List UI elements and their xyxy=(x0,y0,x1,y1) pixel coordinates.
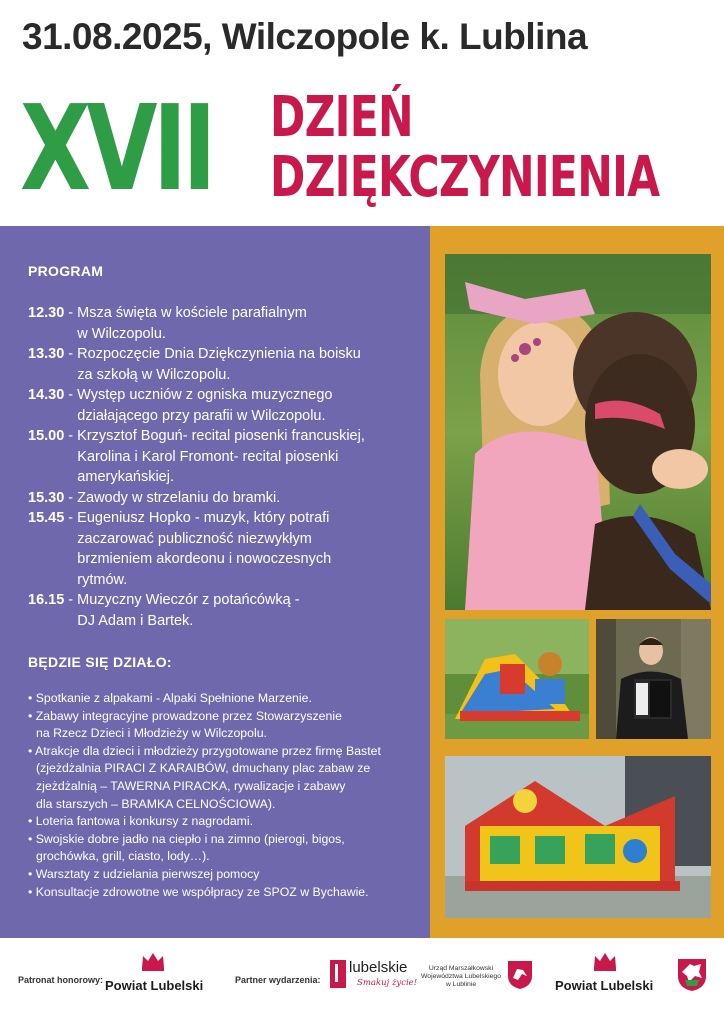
program-description-line: - Muzyczny Wieczór z potańcówką - xyxy=(68,592,300,608)
events-item-line: • Zabawy integracyjne prowadzone przez Stowarzyszenie xyxy=(28,708,342,723)
accordion-player-photo xyxy=(596,619,711,739)
program-item xyxy=(28,488,423,509)
powiat-lubelski-name-2: Powiat Lubelski xyxy=(555,978,654,993)
events-item-line: na Rzecz Dzieci i Młodzieży w Wilczopolu. xyxy=(36,726,267,741)
events-item-line: • Atrakcje dla dzieci i młodzieży przygotowane przez firmę Bastet xyxy=(28,743,381,758)
urzad-line-3: w Lublinie xyxy=(445,981,477,988)
program-heading: PROGRAM xyxy=(28,263,104,279)
tavern-photo xyxy=(445,756,711,918)
program-description-line: zaczarować publiczność niezwykłym xyxy=(77,530,312,547)
program-description-line: Karolina i Karol Fromont- recital piosenki xyxy=(77,448,339,465)
program-description xyxy=(64,385,423,426)
urzad-line-1: Urząd Marszałkowski xyxy=(428,965,494,972)
sponsor-footer xyxy=(0,938,724,1024)
events-item xyxy=(28,708,428,743)
events-item-line: • Swojskie dobre jadło na ciepło i na zimno (pierogi, bigos, xyxy=(28,831,345,846)
program-time: 15.30 xyxy=(28,489,65,506)
program-description xyxy=(64,344,423,385)
lubelskie-logo-icon xyxy=(330,960,346,988)
powiat-crown-icon-2 xyxy=(592,950,618,972)
event-title-line-1: DZIEŃ xyxy=(270,85,413,150)
powiat-shield-icon xyxy=(677,958,707,992)
girl-alpaca-photo xyxy=(445,254,711,610)
program-description xyxy=(64,303,423,344)
events-item xyxy=(28,690,428,708)
program-description-line: brzmieniem akordeonu i nowoczesnych xyxy=(77,551,332,567)
program-time: 15.45 xyxy=(28,510,65,526)
lubelskie-shield-icon xyxy=(507,960,533,990)
powiat-crown-icon xyxy=(140,950,166,972)
events-item xyxy=(28,866,428,884)
events-item-line: dla starszych – BRAMKA CELNOŚCIOWA). xyxy=(36,796,276,811)
lubelskie-slogan: Smakuj życie! xyxy=(357,978,418,988)
event-title-line-2: DZIĘKCZYNIENIA xyxy=(270,145,660,210)
program-description-line: amerykańskiej. xyxy=(77,469,174,485)
edition-number: XVII xyxy=(20,79,212,217)
events-item xyxy=(28,884,428,902)
events-item-line: • Loteria fantowa i konkursy z nagrodami. xyxy=(28,814,254,829)
program-description-line: rytmów. xyxy=(77,571,128,588)
program-item xyxy=(28,303,423,344)
event-date-location: 31.08.2025, Wilczopole k. Lublina xyxy=(22,16,588,57)
events-item-line: • Konsultacje zdrowotne we współpracy ze SPOZ w Bychawie. xyxy=(28,884,369,899)
powiat-lubelski-name: Powiat Lubelski xyxy=(105,978,204,993)
urzad-marszalkowski-text xyxy=(421,965,501,989)
events-item-line: • Spotkanie z alpakami - Alpaki Spełnione Marzenie. xyxy=(28,691,312,705)
lubelskie-wordmark: lubelskie xyxy=(349,959,408,976)
program-description xyxy=(64,590,423,631)
events-item xyxy=(28,831,428,866)
partner-label: Partner wydarzenia: xyxy=(235,975,321,985)
events-item-line: zjeżdżalnią – TAWERNA PIRACKA, rywalizacje i zabawy xyxy=(36,778,346,793)
program-description-line: działającego przy parafii w Wilczopolu. xyxy=(77,407,326,424)
program-item xyxy=(28,426,423,488)
patronage-label: Patronat honorowy: xyxy=(18,975,103,985)
program-time: 16.15 xyxy=(28,592,65,608)
slide-photo xyxy=(445,619,589,739)
events-item-line: • Warsztaty z udzielania pierwszej pomocy xyxy=(28,866,260,881)
events-item xyxy=(28,743,428,813)
program-item xyxy=(28,344,423,385)
program-description-line: - Msza święta w kościele parafialnym xyxy=(68,305,307,321)
events-item-line: grochówka, grill, ciasto, lody…). xyxy=(36,849,210,864)
program-description-line: - Krzysztof Boguń- recital piosenki francuskiej, xyxy=(68,428,365,444)
program-time: 12.30 xyxy=(28,305,65,321)
program-description-line: - Eugeniusz Hopko - muzyk, który potrafi xyxy=(68,510,330,526)
event-title xyxy=(270,85,660,210)
program-description-line: za szkołą w Wilczopolu. xyxy=(77,366,231,383)
events-item xyxy=(28,813,428,831)
program-list xyxy=(28,303,423,631)
program-description-line: - Rozpoczęcie Dnia Dziękczynienia na boisku xyxy=(68,346,361,362)
events-list xyxy=(28,690,428,901)
program-description-line: w Wilczopolu. xyxy=(77,325,166,342)
program-description-line: - Zawody w strzelaniu do bramki. xyxy=(68,489,281,506)
program-time: 14.30 xyxy=(28,387,65,403)
program-description-line: - Występ uczniów z ogniska muzycznego xyxy=(68,387,333,403)
program-description xyxy=(64,488,423,509)
program-description xyxy=(64,426,423,488)
urzad-line-2: Województwa Lubelskiego xyxy=(421,973,501,980)
events-heading: BĘDZIE SIĘ DZIAŁO: xyxy=(28,654,172,670)
program-item xyxy=(28,385,423,426)
program-time: 13.30 xyxy=(28,346,65,362)
program-item xyxy=(28,508,423,590)
program-description-line: DJ Adam i Bartek. xyxy=(77,612,194,629)
program-description xyxy=(64,508,423,590)
events-item-line: (zjeżdżalnia PIRACI Z KARAIBÓW, dmuchany plac zabaw ze xyxy=(36,761,371,776)
program-item xyxy=(28,590,423,631)
program-time: 15.00 xyxy=(28,428,65,444)
